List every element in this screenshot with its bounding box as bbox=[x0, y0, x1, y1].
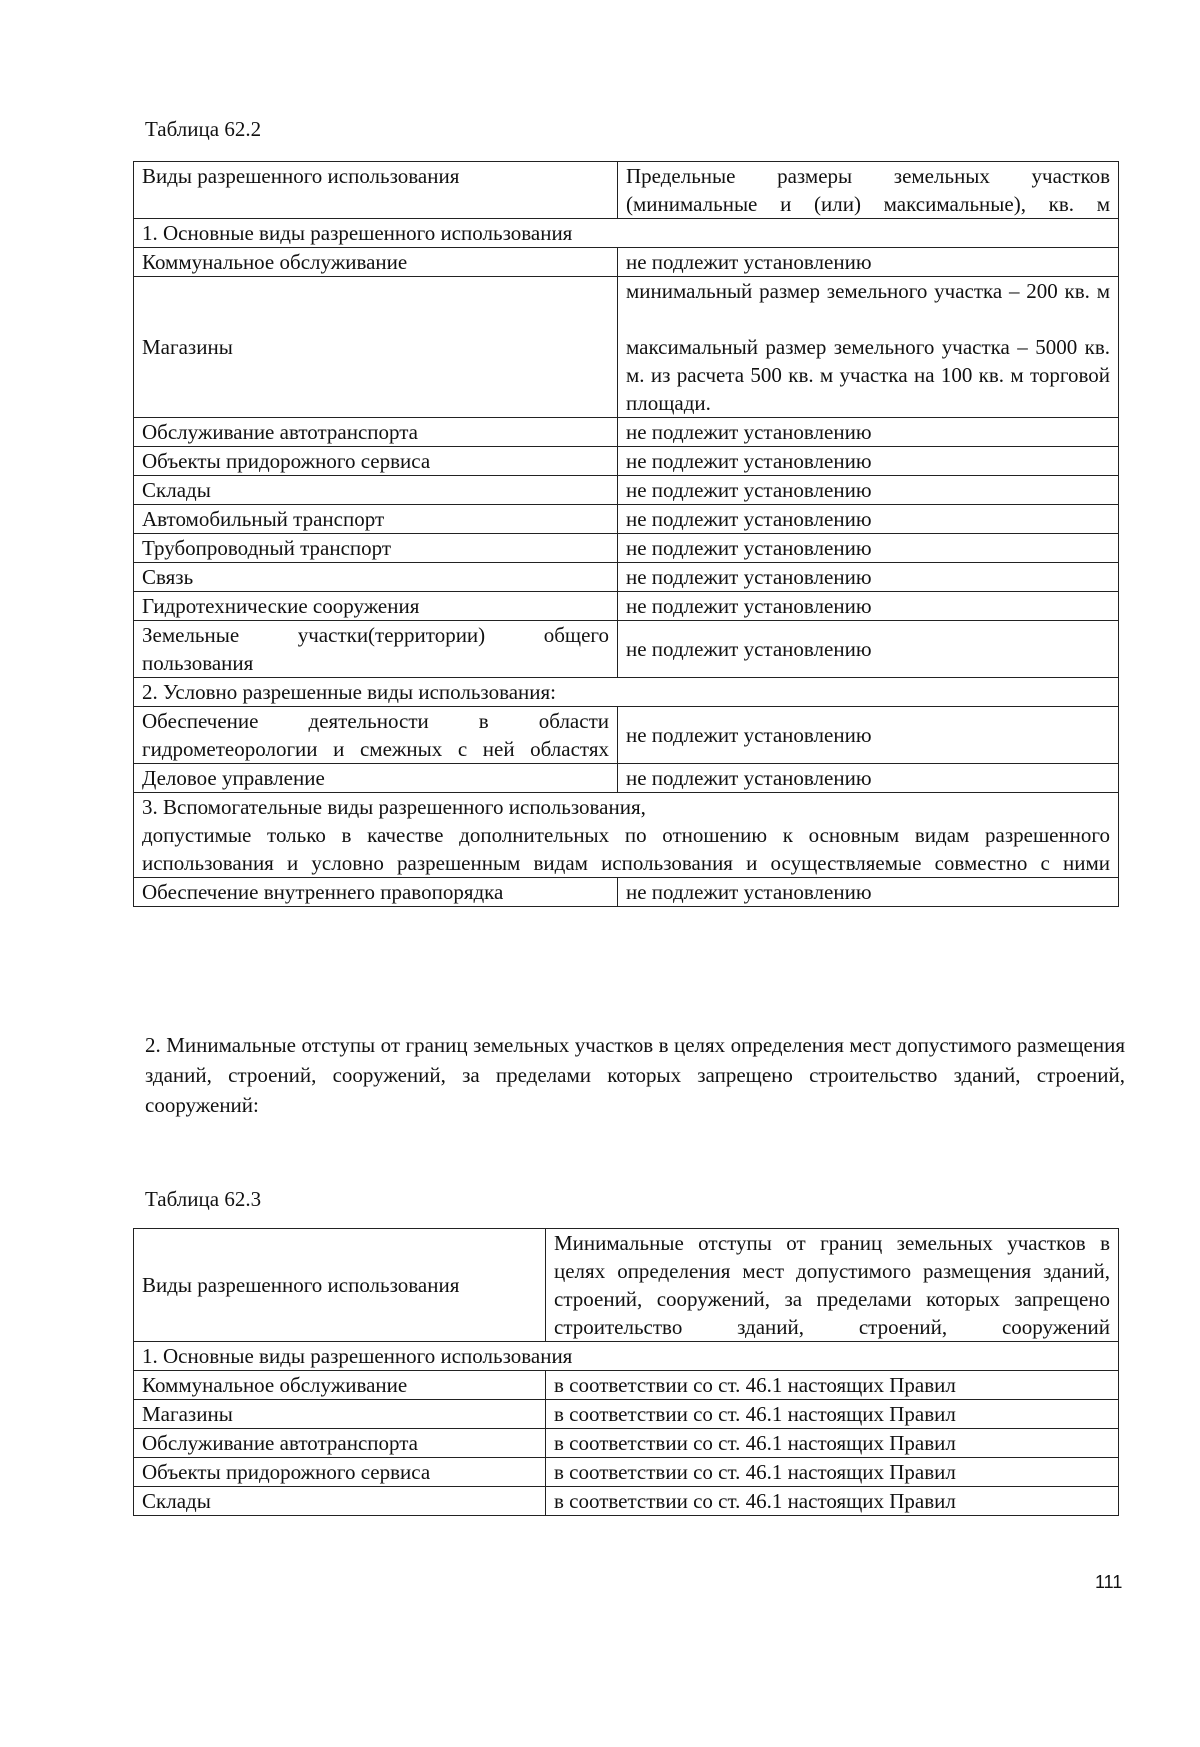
table-62-2-caption: Таблица 62.2 bbox=[145, 117, 262, 141]
table-row bbox=[134, 592, 1119, 621]
usage-name: Коммунальное обслуживание bbox=[134, 248, 618, 277]
usage-name: Коммунальное обслуживание bbox=[134, 1371, 546, 1400]
usage-value: в соответствии со ст. 46.1 настоящих Правил bbox=[546, 1458, 1119, 1487]
usage-value: не подлежит установлению bbox=[618, 764, 1119, 793]
usage-value: не подлежит установлению bbox=[618, 505, 1119, 534]
usage-name: Гидротехнические сооружения bbox=[134, 592, 618, 621]
table-row bbox=[134, 447, 1119, 476]
usage-value: не подлежит установлению bbox=[618, 592, 1119, 621]
header-col-usage-types: Виды разрешенного использования bbox=[134, 1229, 546, 1342]
table-row bbox=[134, 505, 1119, 534]
usage-name: Магазины bbox=[134, 1400, 546, 1429]
usage-name: Обслуживание автотранспорта bbox=[134, 418, 618, 447]
section-row-main bbox=[134, 1342, 1119, 1371]
usage-name: Автомобильный транспорт bbox=[134, 505, 618, 534]
table-row bbox=[134, 1400, 1119, 1429]
section-row-auxiliary bbox=[134, 793, 1119, 878]
usage-value: не подлежит установлению bbox=[618, 534, 1119, 563]
section-row-main bbox=[134, 219, 1119, 248]
usage-name: Склады bbox=[134, 1487, 546, 1516]
header-col-setbacks: Минимальные отступы от границ земельных участков в целях определения мест допустимого размещения зданий, строений, сооружений, за пределами которых запрещено строительство зданий, строений, сооружений bbox=[546, 1229, 1119, 1342]
usage-name: Магазины bbox=[134, 277, 618, 418]
usage-value: не подлежит установлению bbox=[618, 447, 1119, 476]
table-row bbox=[134, 563, 1119, 592]
usage-name: Трубопроводный транспорт bbox=[134, 534, 618, 563]
table-row-shops bbox=[134, 277, 1119, 418]
usage-value: не подлежит установлению bbox=[618, 878, 1119, 907]
header-col-usage-types: Виды разрешенного использования bbox=[134, 162, 618, 219]
shops-min-size: минимальный размер земельного участка – 200 кв. м bbox=[626, 279, 1110, 303]
usage-name: Обеспечение внутреннего правопорядка bbox=[134, 878, 618, 907]
section-title-auxiliary: 3. Вспомогательные виды разрешенного использования, bbox=[142, 795, 646, 819]
usage-value: в соответствии со ст. 46.1 настоящих Правил bbox=[546, 1429, 1119, 1458]
usage-name: Обеспечение деятельности в области гидрометеорологии и смежных с ней областях bbox=[134, 707, 618, 764]
usage-name: Земельные участки(территории) общего пользования bbox=[134, 621, 618, 678]
table-row bbox=[134, 1429, 1119, 1458]
section-cell-auxiliary bbox=[134, 793, 1119, 878]
table-row bbox=[134, 1487, 1119, 1516]
table-row bbox=[134, 1371, 1119, 1400]
usage-name: Объекты придорожного сервиса bbox=[134, 447, 618, 476]
table-row bbox=[134, 534, 1119, 563]
section-title-main: 1. Основные виды разрешенного использования bbox=[134, 219, 1119, 248]
usage-value: не подлежит установлению bbox=[618, 418, 1119, 447]
usage-name: Объекты придорожного сервиса bbox=[134, 1458, 546, 1487]
table-row bbox=[134, 707, 1119, 764]
table-row bbox=[134, 476, 1119, 505]
section-title-conditional: 2. Условно разрешенные виды использования: bbox=[134, 678, 1119, 707]
usage-name: Обслуживание автотранспорта bbox=[134, 1429, 546, 1458]
paragraph-setbacks: 2. Минимальные отступы от границ земельных участков в целях определения мест допустимого размещения зданий, строений, сооружений, за пределами которых запрещено строительство зданий, строений, сооружений: bbox=[145, 1033, 1125, 1117]
table-row bbox=[134, 878, 1119, 907]
usage-name: Склады bbox=[134, 476, 618, 505]
shops-max-size: максимальный размер земельного участка – 5000 кв. м. из расчета 500 кв. м участка на 100 кв. м торговой площади. bbox=[626, 335, 1110, 415]
table-62-3 bbox=[133, 1228, 1119, 1516]
section-title-main: 1. Основные виды разрешенного использования bbox=[134, 1342, 1119, 1371]
usage-value: в соответствии со ст. 46.1 настоящих Правил bbox=[546, 1371, 1119, 1400]
table-62-3-caption: Таблица 62.3 bbox=[145, 1187, 262, 1211]
table-header-row bbox=[134, 162, 1119, 219]
section-row-conditional bbox=[134, 678, 1119, 707]
table-row bbox=[134, 764, 1119, 793]
page-number: 111 bbox=[1095, 1572, 1123, 1592]
table-62-2 bbox=[133, 161, 1119, 907]
table-row bbox=[134, 418, 1119, 447]
usage-name: Связь bbox=[134, 563, 618, 592]
usage-value: не подлежит установлению bbox=[618, 476, 1119, 505]
usage-name: Деловое управление bbox=[134, 764, 618, 793]
table-row bbox=[134, 248, 1119, 277]
table-row bbox=[134, 621, 1119, 678]
usage-value: не подлежит установлению bbox=[618, 248, 1119, 277]
usage-value: не подлежит установлению bbox=[618, 707, 1119, 764]
usage-value: не подлежит установлению bbox=[618, 621, 1119, 678]
usage-value: в соответствии со ст. 46.1 настоящих Правил bbox=[546, 1487, 1119, 1516]
table-row bbox=[134, 1458, 1119, 1487]
usage-value: в соответствии со ст. 46.1 настоящих Правил bbox=[546, 1400, 1119, 1429]
usage-value-shops bbox=[618, 277, 1119, 418]
usage-value: не подлежит установлению bbox=[618, 563, 1119, 592]
table-header-row bbox=[134, 1229, 1119, 1342]
section-text-auxiliary: допустимые только в качестве дополнительных по отношению к основным видам разрешенного использования и условно разрешенным видам использования и осуществляемые совместно с ними bbox=[142, 823, 1110, 875]
spacer bbox=[626, 305, 1110, 333]
header-col-plot-sizes: Предельные размеры земельных участков (минимальные и (или) максимальные), кв. м bbox=[618, 162, 1119, 219]
